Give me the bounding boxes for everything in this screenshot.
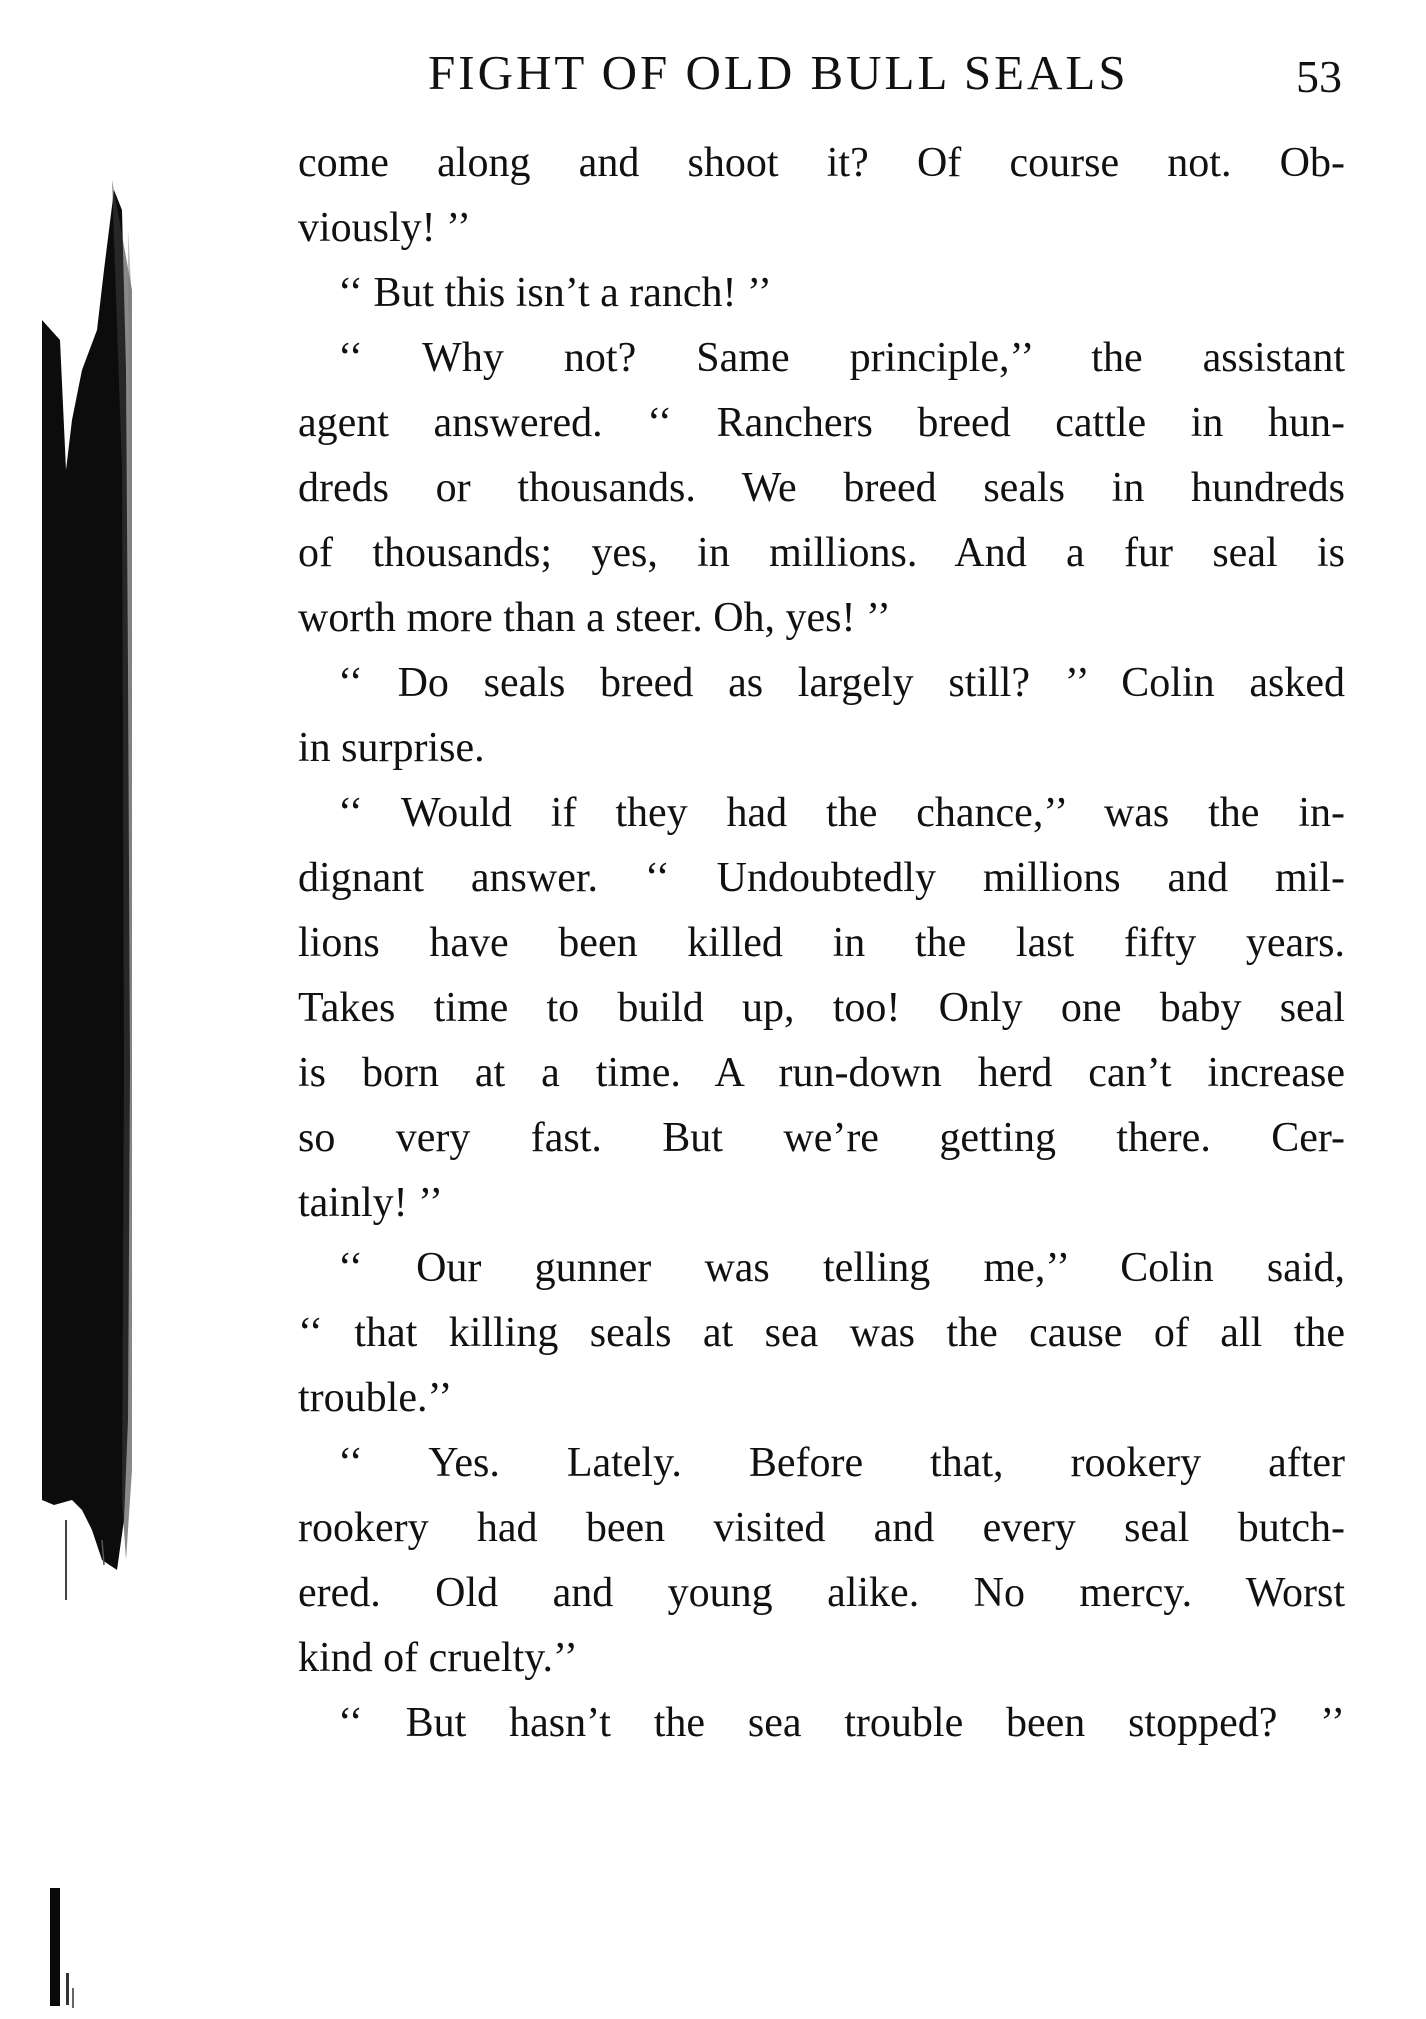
text-line: kind of cruelty.’’ (298, 1635, 578, 1681)
text-line: ‘‘ Why not? Same principle,’’ the assistant (338, 335, 1345, 381)
text-line: viously! ’’ (298, 205, 472, 251)
text-line: ‘‘ Our gunner was telling me,’’ Colin said, (338, 1245, 1345, 1291)
text-line: worth more than a steer. Oh, yes! ’’ (298, 595, 891, 641)
text-line: trouble.’’ (298, 1375, 453, 1421)
text-line: is born at a time. A run-down herd can’t increase (298, 1050, 1345, 1096)
text-line: of thousands; yes, in millions. And a fur seal is (298, 530, 1345, 576)
text-line: so very fast. But we’re getting there. Cer- (298, 1115, 1345, 1161)
text-line: tainly! ’’ (298, 1180, 443, 1226)
text-line: ‘‘ But hasn’t the sea trouble been stopped? ’’ (338, 1700, 1345, 1746)
text-line: dignant answer. ‘‘ Undoubtedly millions and mil- (298, 855, 1345, 901)
text-line: ‘‘ Yes. Lately. Before that, rookery after (338, 1440, 1345, 1486)
text-line: ered. Old and young alike. No mercy. Worst (298, 1570, 1345, 1616)
binding-edge-mark (48, 1888, 88, 2013)
text-line: in surprise. (298, 725, 485, 771)
text-line: ‘‘ But this isn’t a ranch! ’’ (338, 270, 772, 316)
text-line: rookery had been visited and every seal butch- (298, 1505, 1345, 1551)
text-line: ‘‘ Do seals breed as largely still? ’’ Colin asked (338, 660, 1345, 706)
text-line: ‘‘ Would if they had the chance,’’ was the in- (338, 790, 1345, 836)
text-line: ‘‘ that killing seals at sea was the cause of all the (298, 1310, 1345, 1356)
text-line: Takes time to build up, too! Only one baby seal (298, 985, 1345, 1031)
text-line: dreds or thousands. We breed seals in hundreds (298, 465, 1345, 511)
text-line: lions have been killed in the last fifty years. (298, 920, 1345, 966)
running-title: FIGHT OF OLD BULL SEALS (428, 45, 1129, 100)
running-head (0, 38, 1426, 108)
binding-shadow (42, 170, 132, 1600)
text-line: come along and shoot it? Of course not. Ob- (298, 140, 1345, 186)
body-text (298, 131, 1345, 1756)
page-number: 53 (1296, 51, 1342, 102)
text-line: agent answered. ‘‘ Ranchers breed cattle in hun- (298, 400, 1345, 446)
